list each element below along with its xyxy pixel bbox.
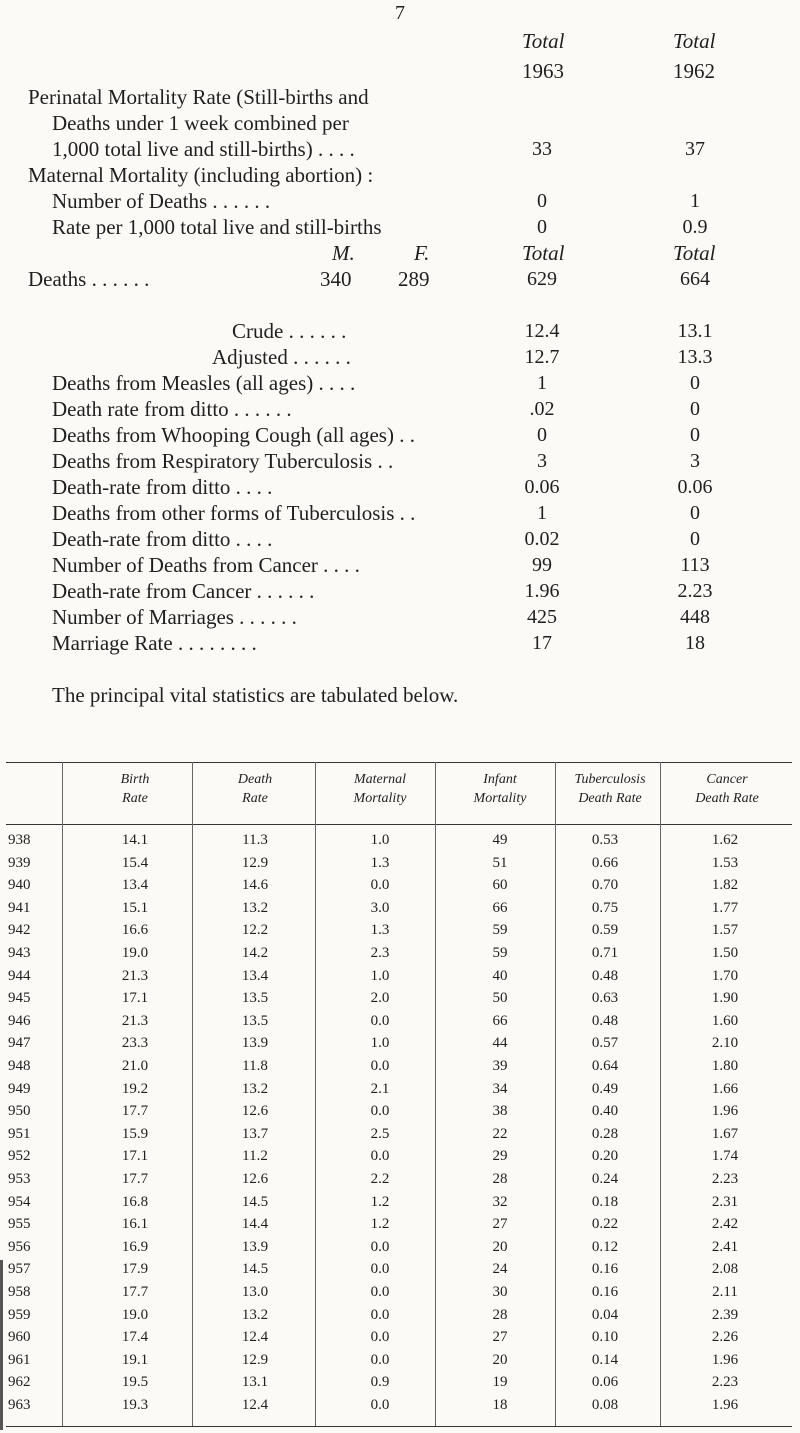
table-row [0,920,800,940]
stat-row-1963: 1 [537,372,547,394]
value-cell: 0.40 [591,1103,619,1119]
header-cancer-death-rate: Cancer Death Rate [695,772,759,806]
table-row [0,1192,800,1212]
value-cell: 66 [492,1013,508,1029]
year-cell: 941 [8,900,31,916]
value-cell: 2.41 [711,1239,739,1255]
value-cell: 14.5 [241,1261,269,1277]
perinatal-1963: 33 [532,138,552,160]
year-cell: 962 [8,1374,31,1390]
value-cell: 12.2 [241,922,269,938]
crude-1962: 13.1 [677,320,713,342]
value-cell: 18 [492,1397,508,1413]
value-cell: 13.2 [241,900,269,916]
value-cell: 0.28 [591,1126,619,1142]
value-cell: 44 [492,1035,508,1051]
stat-row-label: Number of Marriages . . . . . . [52,605,297,629]
value-cell: 13.5 [241,1013,269,1029]
value-cell: 16.9 [121,1239,149,1255]
perinatal-label-line2: Deaths under 1 week combined per [52,111,349,135]
table-row [0,1169,800,1189]
value-cell: 2.5 [370,1126,390,1142]
table-row [0,1282,800,1302]
value-cell: 2.08 [711,1261,739,1277]
value-cell: 17.9 [121,1261,149,1277]
year-cell: 945 [8,990,31,1006]
value-cell: 27 [492,1329,508,1345]
table-row [0,1327,800,1347]
value-cell: 19.5 [121,1374,149,1390]
stat-row-1962: 2.23 [677,580,713,602]
year-cell: 963 [8,1397,31,1413]
year-cell: 953 [8,1171,31,1187]
female-header: F. [414,241,430,265]
value-cell: 12.6 [241,1171,269,1187]
stat-row-label: Deaths from other forms of Tuberculosis . . [52,501,416,525]
stat-row-label: Deaths from Whooping Cough (all ages) . . [52,423,415,447]
table-row [0,898,800,918]
value-cell: 59 [492,945,508,961]
value-cell: 19.1 [121,1352,149,1368]
value-cell: 0.24 [591,1171,619,1187]
value-cell: 13.1 [241,1374,269,1390]
value-cell: 13.0 [241,1284,269,1300]
table-row [0,1372,800,1392]
stat-row-1963: 0.02 [524,528,560,550]
adjusted-1963: 12.7 [524,346,560,368]
stat-row-1962: 0 [690,372,700,394]
value-cell: 17.7 [121,1171,149,1187]
page-edge-mark [0,1260,3,1430]
value-cell: 0.0 [370,877,390,893]
deaths-1963: 629 [527,268,557,290]
table-row [0,1033,800,1053]
value-cell: 0.57 [591,1035,619,1051]
value-cell: 16.1 [121,1216,149,1232]
value-cell: 1.2 [370,1194,390,1210]
stat-row-1963: 0 [537,424,547,446]
table-row [0,1259,800,1279]
value-cell: 0.10 [591,1329,619,1345]
stat-row-1963: 1 [537,502,547,524]
value-cell: 30 [492,1284,508,1300]
year-cell: 960 [8,1329,31,1345]
stat-row-label: Death rate from ditto . . . . . . [52,397,292,421]
stat-row-label: Death-rate from ditto . . . . [52,527,273,551]
year-cell: 947 [8,1035,31,1051]
stat-row-1962: 18 [685,632,705,654]
value-cell: 49 [492,832,508,848]
total-1962-header: Total [673,29,716,53]
value-cell: 66 [492,900,508,916]
value-cell: 14.1 [121,832,149,848]
value-cell: 1.90 [711,990,739,1006]
perinatal-1962: 37 [685,138,705,160]
value-cell: 20 [492,1239,508,1255]
stat-row-1962: 0 [690,502,700,524]
value-cell: 12.4 [241,1397,269,1413]
total-header-b: Total [673,241,716,265]
value-cell: 39 [492,1058,508,1074]
year-cell: 956 [8,1239,31,1255]
value-cell: 19 [492,1374,508,1390]
year-cell: 959 [8,1307,31,1323]
value-cell: 1.0 [370,968,390,984]
year-cell: 946 [8,1013,31,1029]
year-cell: 952 [8,1148,31,1164]
value-cell: 21.3 [121,1013,149,1029]
table-row [0,1350,800,1370]
value-cell: 2.11 [712,1284,738,1300]
value-cell: 0.14 [591,1352,619,1368]
value-cell: 20 [492,1352,508,1368]
value-cell: 0.0 [370,1352,390,1368]
total-1963-header: Total [522,29,565,53]
value-cell: 28 [492,1307,508,1323]
value-cell: 0.0 [370,1103,390,1119]
value-cell: 2.42 [711,1216,739,1232]
value-cell: 2.0 [370,990,390,1006]
page-number: 7 [395,2,405,24]
value-cell: 2.2 [370,1171,390,1187]
value-cell: 0.12 [591,1239,619,1255]
value-cell: 1.53 [711,855,739,871]
table-caption: The principal vital statistics are tabulated below. [52,683,459,707]
value-cell: 12.6 [241,1103,269,1119]
table-row [0,1124,800,1144]
value-cell: 0.08 [591,1397,619,1413]
value-cell: 17.7 [121,1103,149,1119]
stat-row-1963: 0.06 [524,476,560,498]
total-header-a: Total [522,241,565,265]
header-infant-mortality: Infant Mortality [473,772,527,806]
year-cell: 961 [8,1352,31,1368]
value-cell: 0.20 [591,1148,619,1164]
stat-row-1962: 0 [690,398,700,420]
value-cell: 27 [492,1216,508,1232]
value-cell: 2.23 [711,1374,739,1390]
value-cell: 16.8 [121,1194,149,1210]
stat-row-1962: 0 [690,424,700,446]
year-cell: 958 [8,1284,31,1300]
value-cell: 1.82 [711,877,739,893]
value-cell: 0.16 [591,1261,619,1277]
table-row [0,1395,800,1415]
maternal-rate-1962: 0.9 [682,216,708,238]
value-cell: 2.26 [711,1329,739,1345]
value-cell: 13.7 [241,1126,269,1142]
year-cell: 940 [8,877,31,893]
value-cell: 14.2 [241,945,269,961]
value-cell: 1.50 [711,945,739,961]
male-header: M. [332,241,355,265]
value-cell: 38 [492,1103,508,1119]
value-cell: 0.49 [591,1081,619,1097]
value-cell: 28 [492,1171,508,1187]
value-cell: 12.9 [241,855,269,871]
value-cell: 50 [492,990,508,1006]
year-cell: 949 [8,1081,31,1097]
value-cell: 0.53 [591,832,619,848]
stat-row-label: Marriage Rate . . . . . . . . [52,631,257,655]
value-cell: 3.0 [370,900,390,916]
perinatal-label-line1: Perinatal Mortality Rate (Still-births and [28,85,369,109]
value-cell: 16.6 [121,922,149,938]
value-cell: 2.1 [370,1081,390,1097]
value-cell: 1.96 [711,1397,739,1413]
year-cell: 939 [8,855,31,871]
value-cell: 13.9 [241,1239,269,1255]
value-cell: 2.23 [711,1171,739,1187]
table-row [0,943,800,963]
stat-row-label: Deaths from Respiratory Tuberculosis . . [52,449,394,473]
value-cell: 0.22 [591,1216,619,1232]
stat-row-label: Number of Deaths from Cancer . . . . [52,553,360,577]
stat-row-1962: 0 [690,528,700,550]
stat-row-label: Death-rate from ditto . . . . [52,475,273,499]
year-1962-header: 1962 [673,59,715,83]
value-cell: 17.1 [121,1148,149,1164]
value-cell: 1.74 [711,1148,739,1164]
stat-row-1962: 0.06 [677,476,713,498]
table-row [0,966,800,986]
year-cell: 943 [8,945,31,961]
value-cell: 0.0 [370,1148,390,1164]
value-cell: 12.4 [241,1329,269,1345]
year-cell: 944 [8,968,31,984]
value-cell: 0.48 [591,1013,619,1029]
value-cell: 0.0 [370,1013,390,1029]
value-cell: 0.0 [370,1261,390,1277]
value-cell: 15.4 [121,855,149,871]
maternal-number-1963: 0 [537,190,547,212]
stat-row-1963: 1.96 [524,580,560,602]
deaths-1962: 664 [680,268,710,290]
value-cell: 14.4 [241,1216,269,1232]
header-birth-rate: Birth Rate [120,772,150,806]
perinatal-label-line3: 1,000 total live and still-births) . . . . [52,137,355,161]
value-cell: 0.59 [591,922,619,938]
value-cell: 0.0 [370,1329,390,1345]
stat-row-1963: 17 [532,632,552,654]
stat-row-1962: 448 [680,606,710,628]
table-row [0,1079,800,1099]
value-cell: 0.9 [370,1374,390,1390]
stat-row-1963: 3 [537,450,547,472]
crude-1963: 12.4 [524,320,560,342]
year-cell: 957 [8,1261,31,1277]
value-cell: 19.0 [121,945,149,961]
stat-row-1962: 113 [680,554,710,576]
table-row [0,1305,800,1325]
year-cell: 955 [8,1216,31,1232]
value-cell: 1.2 [370,1216,390,1232]
value-cell: 0.70 [591,877,619,893]
value-cell: 0.0 [370,1397,390,1413]
value-cell: 0.64 [591,1058,619,1074]
deaths-female: 289 [398,267,430,291]
stat-row-1963: 99 [532,554,552,576]
value-cell: 1.96 [711,1352,739,1368]
value-cell: 0.04 [591,1307,619,1323]
value-cell: 13.4 [121,877,149,893]
header-maternal-mortality: Maternal Mortality [353,772,407,806]
adjusted-label: Adjusted . . . . . . [212,345,351,369]
value-cell: 29 [492,1148,508,1164]
value-cell: 0.48 [591,968,619,984]
value-cell: 0.71 [591,945,619,961]
deaths-label: Deaths . . . . . . [28,267,150,291]
table-header-rule [6,824,792,825]
maternal-number-1962: 1 [690,190,700,212]
value-cell: 34 [492,1081,508,1097]
value-cell: 15.1 [121,900,149,916]
value-cell: 1.70 [711,968,739,984]
value-cell: 1.0 [370,832,390,848]
value-cell: 2.10 [711,1035,739,1051]
year-cell: 954 [8,1194,31,1210]
value-cell: 24 [492,1261,508,1277]
table-row [0,875,800,895]
value-cell: 14.5 [241,1194,269,1210]
value-cell: 1.77 [711,900,739,916]
maternal-rate-1963: 0 [537,216,547,238]
year-1963-header: 1963 [522,59,564,83]
stat-row-label: Deaths from Measles (all ages) . . . . [52,371,356,395]
value-cell: 1.0 [370,1035,390,1051]
value-cell: 17.1 [121,990,149,1006]
value-cell: 40 [492,968,508,984]
value-cell: 13.9 [241,1035,269,1051]
crude-label: Crude . . . . . . [232,319,347,343]
table-row [0,1214,800,1234]
value-cell: 0.0 [370,1284,390,1300]
value-cell: 1.60 [711,1013,739,1029]
value-cell: 19.3 [121,1397,149,1413]
value-cell: 0.0 [370,1307,390,1323]
value-cell: 2.31 [711,1194,739,1210]
value-cell: 2.39 [711,1307,739,1323]
value-cell: 32 [492,1194,508,1210]
maternal-number-label: Number of Deaths . . . . . . [52,189,271,213]
value-cell: 11.2 [242,1148,268,1164]
value-cell: 22 [492,1126,508,1142]
value-cell: 13.2 [241,1081,269,1097]
value-cell: 0.0 [370,1058,390,1074]
table-top-rule [6,762,792,763]
value-cell: 2.3 [370,945,390,961]
value-cell: 11.8 [242,1058,268,1074]
deaths-male: 340 [320,267,352,291]
value-cell: 1.80 [711,1058,739,1074]
value-cell: 0.18 [591,1194,619,1210]
value-cell: 13.2 [241,1307,269,1323]
value-cell: 0.75 [591,900,619,916]
table-row [0,1146,800,1166]
maternal-heading: Maternal Mortality (including abortion) : [28,163,374,187]
value-cell: 19.2 [121,1081,149,1097]
stat-row-1963: .02 [529,398,555,420]
value-cell: 1.66 [711,1081,739,1097]
value-cell: 11.3 [242,832,268,848]
value-cell: 0.06 [591,1374,619,1390]
value-cell: 21.0 [121,1058,149,1074]
value-cell: 1.3 [370,855,390,871]
stat-row-label: Death-rate from Cancer . . . . . . [52,579,315,603]
year-cell: 950 [8,1103,31,1119]
header-death-rate: Death Rate [237,772,273,806]
value-cell: 60 [492,877,508,893]
year-cell: 948 [8,1058,31,1074]
value-cell: 19.0 [121,1307,149,1323]
value-cell: 0.63 [591,990,619,1006]
value-cell: 1.3 [370,922,390,938]
header-tuberculosis-death-rate: Tuberculosis Death Rate [574,772,646,806]
maternal-rate-label: Rate per 1,000 total live and still-births [52,215,382,239]
value-cell: 12.9 [241,1352,269,1368]
table-row [0,853,800,873]
table-row [0,830,800,850]
adjusted-1962: 13.3 [677,346,713,368]
year-cell: 938 [8,832,31,848]
value-cell: 15.9 [121,1126,149,1142]
stat-row-1962: 3 [690,450,700,472]
table-row [0,1056,800,1076]
table-bottom-rule [6,1426,792,1427]
value-cell: 21.3 [121,968,149,984]
year-cell: 942 [8,922,31,938]
year-cell: 951 [8,1126,31,1142]
value-cell: 59 [492,922,508,938]
value-cell: 17.7 [121,1284,149,1300]
value-cell: 23.3 [121,1035,149,1051]
table-row [0,988,800,1008]
value-cell: 14.6 [241,877,269,893]
table-row [0,1101,800,1121]
value-cell: 17.4 [121,1329,149,1345]
value-cell: 51 [492,855,508,871]
table-row [0,1011,800,1031]
value-cell: 0.66 [591,855,619,871]
value-cell: 0.16 [591,1284,619,1300]
value-cell: 1.96 [711,1103,739,1119]
value-cell: 0.0 [370,1239,390,1255]
value-cell: 1.67 [711,1126,739,1142]
value-cell: 13.5 [241,990,269,1006]
value-cell: 13.4 [241,968,269,984]
value-cell: 1.57 [711,922,739,938]
value-cell: 1.62 [711,832,739,848]
stat-row-1963: 425 [527,606,557,628]
table-row [0,1237,800,1257]
